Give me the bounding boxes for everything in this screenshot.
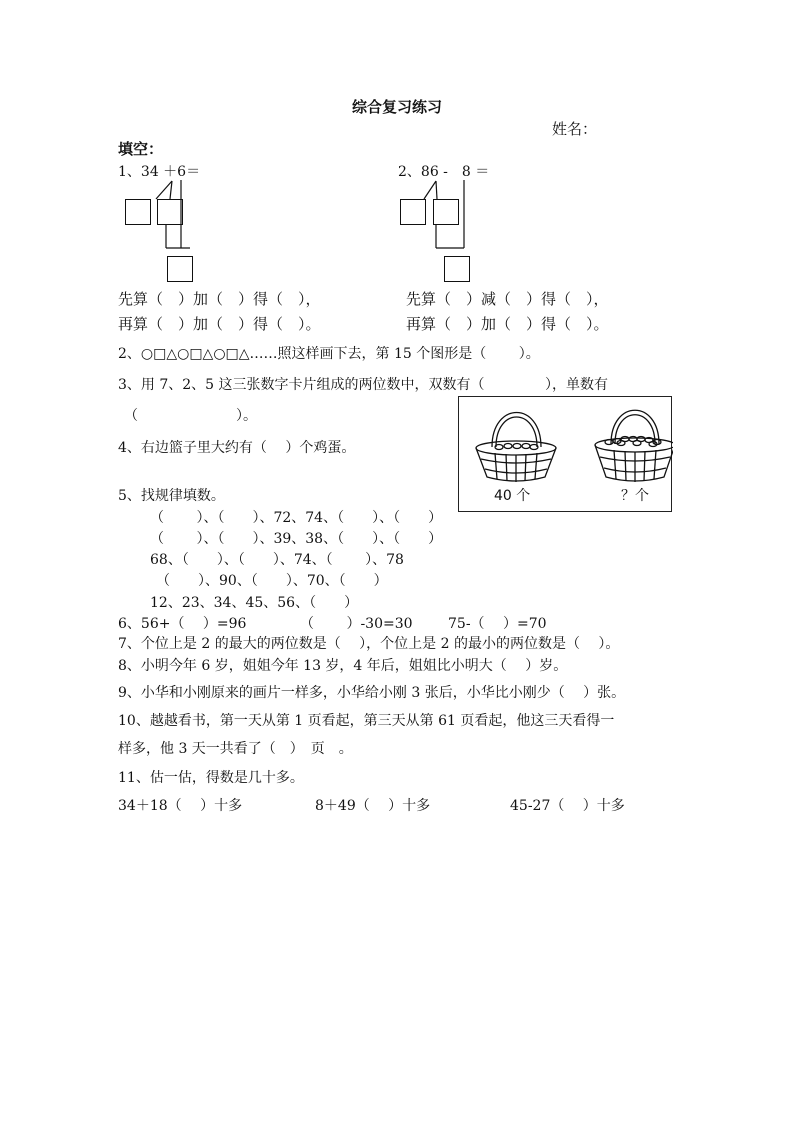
basket-right-label: ？个 xyxy=(621,488,649,504)
q5-row-2: （ ）、（ ）、39、38、（ ）、（ ） xyxy=(150,531,443,547)
q10-text-line-1: 10、越越看书，第一天从第 1 页看起，第三天从第 61 页看起，他这三天看得一 xyxy=(118,713,615,729)
q1-left-step-1: 先算（ ）加（ ）得（ ）， xyxy=(118,290,321,308)
q10-text-line-2: 样多，他 3 天一共看了（ ） 页 。 xyxy=(118,741,353,757)
basket-left-label: 40 个 xyxy=(494,488,531,504)
basket-illustration xyxy=(459,397,673,487)
answer-box[interactable] xyxy=(433,199,459,225)
q2-text: 2、○□△○□△○□△……照这样画下去，第 15 个图形是（ ）。 xyxy=(118,346,540,362)
section-heading: 填空： xyxy=(118,140,164,158)
basket-picture xyxy=(458,396,672,512)
q1-expression-2: 2、86 - 8 ＝ xyxy=(398,164,490,180)
q9-text: 9、小华和小刚原来的画片一样多，小华给小刚 3 张后，小华比小刚少（ ）张。 xyxy=(118,685,626,701)
q3-text-line-2: （ ）。 xyxy=(124,408,257,424)
q4-text: 4、右边篮子里大约有（ ）个鸡蛋。 xyxy=(118,440,356,456)
q7-text: 7、个位上是 2 的最大的两位数是（ ），个位上是 2 的最小的两位数是（ ）。 xyxy=(118,636,620,652)
q11-text: 11、估一估，得数是几十多。 xyxy=(118,770,304,786)
q5-row-5: 12、23、34、45、56、（ ） xyxy=(150,595,359,611)
q6-item-1: 6、56+（ ）=96 xyxy=(118,616,247,632)
q11-item-1: 34＋18（ ）十多 xyxy=(118,798,243,814)
q6-item-3: 75-（ ）=70 xyxy=(448,616,547,632)
q8-text: 8、小明今年 6 岁，姐姐今年 13 岁，4 年后，姐姐比小明大（ ）岁。 xyxy=(118,658,568,674)
q5-row-1: （ ）、（ ）、72、74、（ ）、（ ） xyxy=(150,510,443,526)
q1-right-step-2: 再算（ ）加（ ）得（ ）。 xyxy=(406,315,609,333)
answer-box[interactable] xyxy=(400,199,426,225)
q6-item-2: （ ）-30=30 xyxy=(300,616,413,632)
q5-title: 5、找规律填数。 xyxy=(118,488,225,504)
q11-item-3: 45-27（ ）十多 xyxy=(510,798,625,814)
page-title: 综合复习练习 xyxy=(351,98,442,116)
decomposition-diagram-right xyxy=(0,0,794,300)
q1-right-step-1: 先算（ ）减（ ）得（ ）， xyxy=(406,290,609,308)
q5-row-3: 68、（ ）、（ ）、74、（ ）、78 xyxy=(150,552,404,568)
answer-box[interactable] xyxy=(444,256,470,282)
q11-item-2: 8＋49（ ）十多 xyxy=(315,798,431,814)
q1-expression-1: 1、34 ＋6＝ xyxy=(118,164,201,180)
q5-row-4: （ ）、90、（ ）、70、（ ） xyxy=(156,573,388,589)
name-label: 姓名： xyxy=(552,120,598,138)
q1-left-step-2: 再算（ ）加（ ）得（ ）。 xyxy=(118,315,321,333)
q3-text-line-1: 3、用 7、2、5 这三张数字卡片组成的两位数中，双数有（ ），单数有 xyxy=(118,377,608,393)
